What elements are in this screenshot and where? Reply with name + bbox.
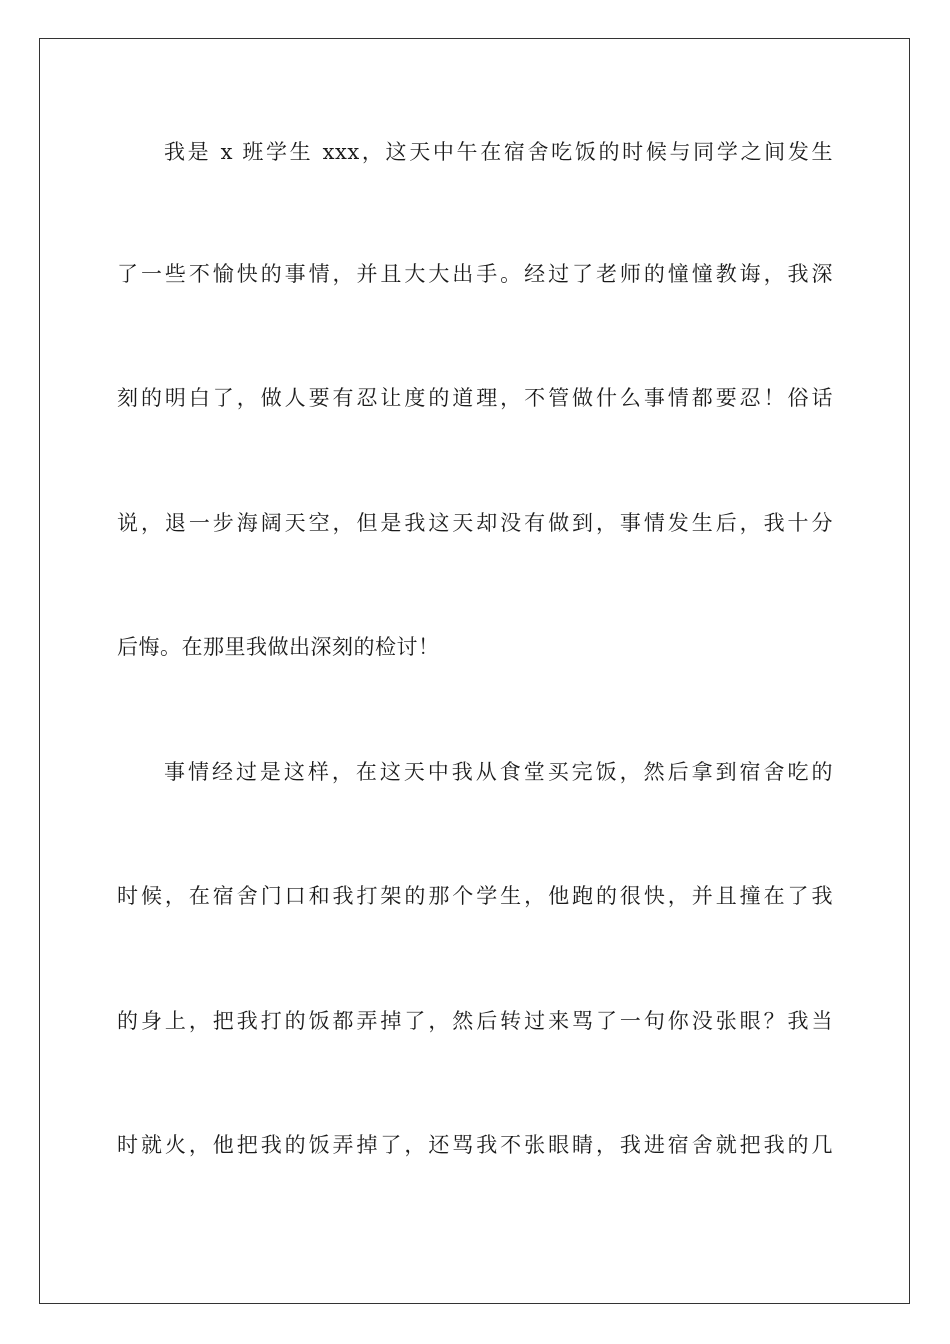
text-line: 刻的明白了，做人要有忍让度的道理，不管做什么事情都要忍！俗话 — [117, 386, 833, 410]
text-line: 时候，在宿舍门口和我打架的那个学生，他跑的很快，并且撞在了我 — [117, 884, 833, 908]
text-line: 时就火，他把我的饭弄掉了，还骂我不张眼睛，我进宿舍就把我的几 — [117, 1133, 833, 1157]
text-line: 说，退一步海阔天空，但是我这天却没有做到，事情发生后，我十分 — [117, 511, 833, 535]
text-line: 了一些不愉快的事情，并且大大出手。经过了老师的憧憧教诲，我深 — [117, 262, 833, 286]
text-line: 后悔。在那里我做出深刻的检讨！ — [117, 635, 440, 659]
text-line: 的身上，把我打的饭都弄掉了，然后转过来骂了一句你没张眼？我当 — [117, 1009, 833, 1033]
page-border — [39, 38, 910, 1304]
text-line: 事情经过是这样，在这天中我从食堂买完饭，然后拿到宿舍吃的 — [164, 760, 833, 784]
text-line: 我是 x 班学生 xxx，这天中午在宿舍吃饭的时候与同学之间发生 — [164, 140, 833, 164]
